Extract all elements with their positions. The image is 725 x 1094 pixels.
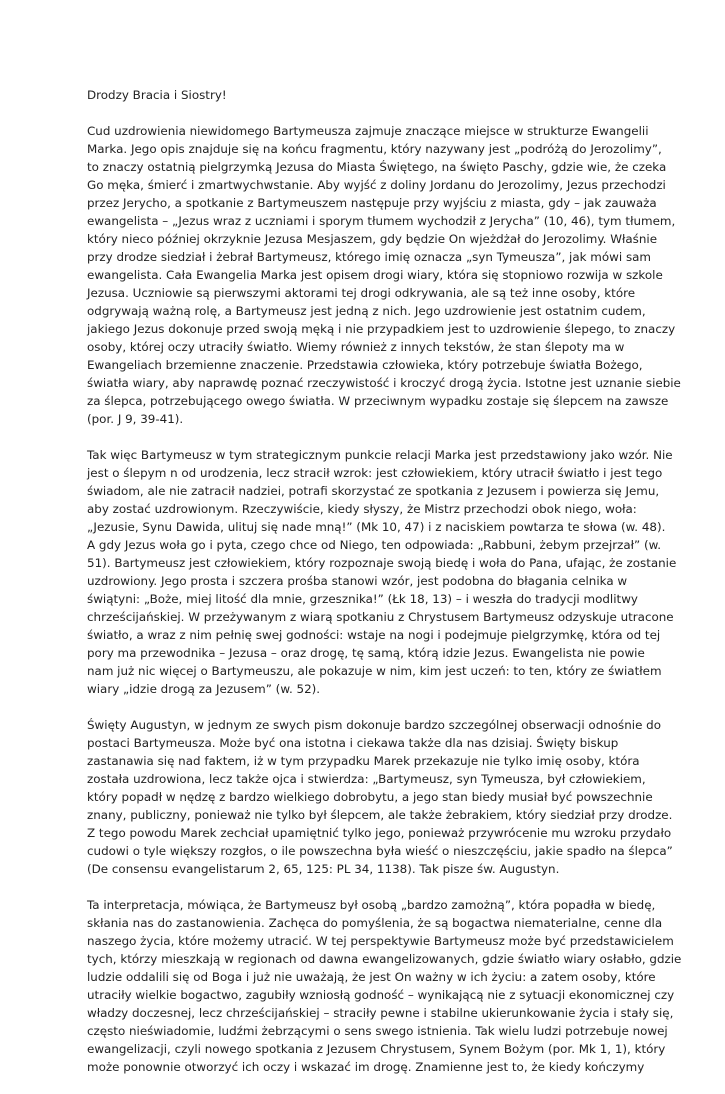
greeting: [87, 86, 643, 104]
text-line: światło, a wraz z nim pełnię swej godności: wstaje na nogi i podejmuje pielgrzymkę, która od tej: [87, 628, 661, 642]
text-line: Go męka, śmierć i zmartwychwstanie. Aby wyjść z doliny Jordanu do Jerozolimy, Jezus przechodzi: [87, 178, 666, 192]
text-line: Marka. Jego opis znajduje się na końcu fragmentu, który nazywany jest „podróżą do Jerozolimy”,: [87, 142, 662, 156]
text-line: który popadł w nędzę z bardzo wielkiego dobrobytu, a jego stan biedy musiał być powszechnie: [87, 790, 653, 804]
text-line: ewangelizacji, czyli nowego spotkania z Jezusem Chrystusem, Synem Bożym (por. Mk 1, 1), który: [87, 1042, 666, 1056]
text-line: została uzdrowiona, lecz także ojca i stwierdza: „Bartymeusz, syn Tymeusza, był człowiekiem,: [87, 772, 646, 786]
text-line: Święty Augustyn, w jednym ze swych pism dokonuje bardzo szczególnej obserwacji odnośnie do: [87, 718, 662, 732]
text-line: nam już nic więcej o Bartymeuszu, ale pokazuje w nim, kim jest uczeń: to ten, który ze światłem: [87, 664, 662, 678]
text-line: świątyni: „Boże, miej litość dla mnie, grzesznika!” (Łk 18, 13) – i weszła do tradycji modlitwy: [87, 592, 638, 606]
text-line: (De consensu evangelistarum 2, 65, 125: PL 34, 1138). Tak pisze św. Augustyn.: [87, 862, 560, 876]
text-line: Ewangeliach brzemienne znaczenie. Przedstawia człowieka, który potrzebuje światła Bożego,: [87, 358, 643, 372]
text-line: ewangelista – „Jezus wraz z uczniami i sporym tłumem wychodził z Jerycha” (10, 46), tym tłumem,: [87, 214, 676, 228]
text-line: ludzie oddalili się od Boga i już nie uważają, że jest On ważny w ich życiu: a zatem osoby, które: [87, 970, 656, 984]
text-line: znany, publiczny, ponieważ nie tylko był ślepcem, ale także żebrakiem, który siedział przy drodze.: [87, 808, 673, 822]
text-line: postaci Bartymeusza. Może być ona istotna i ciekawa także dla nas dzisiaj. Święty biskup: [87, 736, 619, 750]
text-line: ewangelista. Cała Ewangelia Marka jest opisem drogi wiary, która się stopniowo rozwija w szkole: [87, 268, 663, 282]
paragraph-1: [87, 122, 681, 428]
greeting-line: Drodzy Bracia i Siostry!: [87, 88, 227, 102]
text-line: 51). Bartymeusz jest człowiekiem, który rozpoznaje swoją biedę i woła do Pana, ufając, że zostanie: [87, 556, 677, 570]
text-line: przy drodze siedział i żebrał Bartymeusz, którego imię oznacza „syn Tymeusza”, jak mówi sam: [87, 250, 652, 264]
text-line: wiary „idzie drogą za Jezusem” (w. 52).: [87, 682, 321, 696]
paragraphs: [87, 122, 682, 1076]
text-line: naszego życia, które możemy utracić. W tej perspektywie Bartymeusz może być przedstawicielem: [87, 934, 674, 948]
text-line: pory ma przewodnika – Jezusa – oraz drogę, tę samą, którą idzie Jezus. Ewangelista nie powie: [87, 646, 645, 660]
text-line: Ta interpretacja, mówiąca, że Bartymeusz był osobą „bardzo zamożną”, która popadła w biedę,: [87, 898, 656, 912]
text-line: który nieco później okrzyknie Jezusa Mesjaszem, gdy będzie On wjeżdżał do Jerozolimy. Właśnie: [87, 232, 658, 246]
text-line: osoby, której oczy utraciły światło. Wiemy również z innych tekstów, że stan ślepoty ma w: [87, 340, 625, 354]
text-line: skłania nas do zastanowienia. Zachęca do pomyślenia, że są bogactwa niematerialne, cenne dla: [87, 916, 663, 930]
text-line: tych, którzy mieszkają w regionach od dawna ewangelizowanych, gdzie światło wiary osłabło, gdzie: [87, 952, 682, 966]
text-line: jest o ślepym n od urodzenia, lecz stracił wzrok: jest człowiekiem, który utracił światło i jest tego: [87, 466, 663, 480]
text-line: Tak więc Bartymeusz w tym strategicznym punkcie relacji Marka jest przedstawiony jako wzór. Nie: [87, 448, 673, 462]
text-line: światła wiary, aby naprawdę poznać rzeczywistość i kroczyć drogą życia. Istotne jest uznanie siebie: [87, 376, 681, 390]
text-line: władzy doczesnej, lecz chrześcijańskiej – straciły pewne i stabilne ukierunkowanie życia i stały się,: [87, 1006, 674, 1020]
text-line: świadom, ale nie zatracił nadziei, potrafi skorzystać ze spotkania z Jezusem i powierza się Jemu,: [87, 484, 660, 498]
text-line: odgrywają ważną rolę, a Bartymeusz jest jedną z nich. Jego uzdrowienie jest ostatnim cudem,: [87, 304, 646, 318]
text-line: Jezusa. Uczniowie są pierwszymi aktorami tej drogi odkrywania, ale są też inne osoby, które: [87, 286, 636, 300]
text-line: „Jezusie, Synu Dawida, ulituj się nade mną!” (Mk 10, 47) i z naciskiem powtarza te słowa (w. 48).: [87, 520, 666, 534]
text-line: cudowi o tyle większy rozgłos, o ile powszechna była wieść o nieszczęściu, jakie spadło na ślepca”: [87, 844, 673, 858]
paragraph-2: [87, 446, 677, 698]
text-line: za ślepca, potrzebującego owego światła. W przeciwnym wypadku zostaje się ślepcem na zawsze: [87, 394, 669, 408]
text-line: utraciły wielkie bogactwo, zagubiły wzniosłą godność – wynikającą nie z sytuacji ekonomicznej czy: [87, 988, 675, 1002]
text-line: zastanawia się nad faktem, iż w tym przypadku Marek przekazuje nie tylko imię osoby, która: [87, 754, 640, 768]
text-line: przez Jerycho, a spotkanie z Bartymeuszem następuje przy wyjściu z miasta, gdy – jak zauważa: [87, 196, 657, 210]
text-line: często nieświadomie, ludźmi żebrzącymi o sens swego istnienia. Tak wielu ludzi potrzebuje nowej: [87, 1024, 668, 1038]
paragraph-3: [87, 716, 673, 878]
text-line: (por. J 9, 39-41).: [87, 412, 184, 426]
text-line: chrześcijańskiej. W przeżywanym z wiarą spotkaniu z Chrystusem Bartymeusz odzyskuje utracone: [87, 610, 674, 624]
paragraph-4: [87, 896, 682, 1076]
text-line: aby zostać uzdrowionym. Rzeczywiście, kiedy słyszy, że Mistrz przechodzi obok niego, woła:: [87, 502, 637, 516]
text-line: uzdrowiony. Jego prosta i szczera prośba stanowi wzór, jest podobna do błagania celnika w: [87, 574, 628, 588]
text-line: A gdy Jezus woła go i pyta, czego chce od Niego, ten odpowiada: „Rabbuni, żebym przejrzał” (w.: [87, 538, 662, 552]
text-line: Cud uzdrowienia niewidomego Bartymeusza zajmuje znaczące miejsce w strukturze Ewangelii: [87, 124, 649, 138]
text-line: Z tego powodu Marek zechciał upamiętnić tylko jego, ponieważ przywrócenie mu wzroku przydało: [87, 826, 672, 840]
text-line: może ponownie otworzyć ich oczy i wskazać im drogę. Znamienne jest to, że kiedy kończymy: [87, 1060, 645, 1074]
text-line: to znaczy ostatnią pielgrzymką Jezusa do Miasta Świętego, na święto Paschy, gdzie wie, że czeka: [87, 160, 667, 174]
document-body: [87, 86, 682, 1094]
text-line: jakiego Jezus dokonuje przed swoją męką i nie przypadkiem jest to uzdrowienie ślepego, to znaczy: [87, 322, 676, 336]
